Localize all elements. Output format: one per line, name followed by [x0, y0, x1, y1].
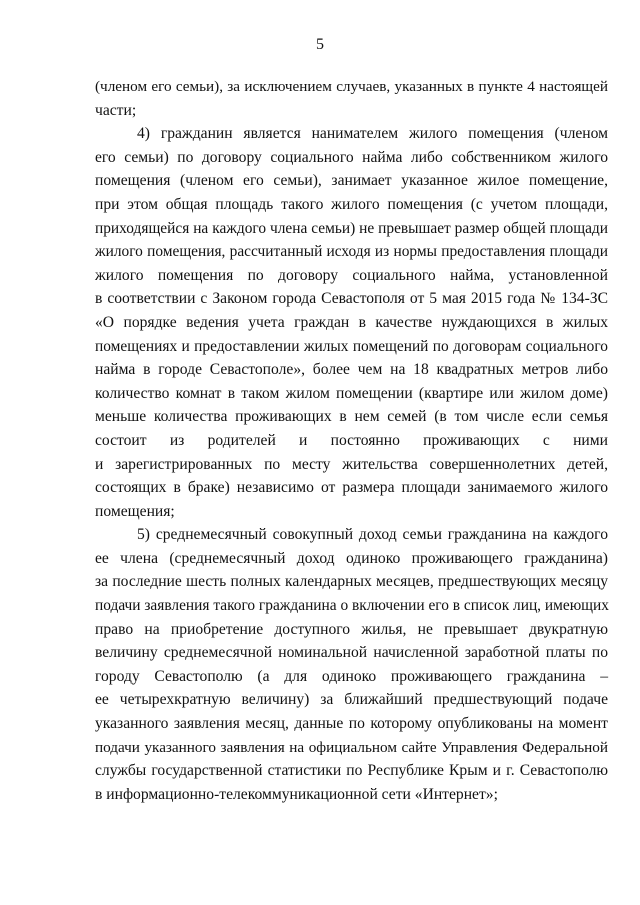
text-line: (членом его семьи), за исключением случаев, указанных в пункте 4 настоящей	[95, 78, 608, 95]
text-line: жилого помещения, рассчитанный исходя из нормы предоставления площади	[95, 243, 608, 261]
text-line: помещениях и предоставлении жилых помещений по договорам социального	[95, 337, 608, 355]
text-line: помещения (членом его семьи), занимает указанное жилое помещение,	[95, 172, 608, 190]
text-line: 5) среднемесячный совокупный доход семьи гражданина на каждого	[137, 526, 608, 544]
text-line: его семьи) по договору социального найма либо собственником жилого	[95, 148, 608, 166]
text-line: приходящейся на каждого члена семьи) не превышает размер общей площади	[95, 219, 608, 237]
text-line: 4) гражданин является нанимателем жилого помещения (членом	[137, 125, 608, 143]
text-line: состоящих в браке) независимо от размера площади занимаемого жилого	[95, 479, 608, 497]
text-line: указанного заявления месяц, данные по которому опубликованы на момент	[95, 715, 608, 733]
text-line: городу Севастополю (а для одиноко проживающего гражданина –	[95, 667, 608, 685]
text-line: ее четырехкратную величину) за ближайший предшествующий подаче	[95, 691, 608, 709]
text-line: величину среднемесячной номинальной начисленной заработной платы по	[95, 644, 608, 662]
text-line: в информационно-телекоммуникационной сети «Интернет»;	[95, 785, 498, 803]
text-line: ее члена (среднемесячный доход одиноко проживающего гражданина)	[95, 549, 608, 567]
text-line: количество комнат в таком жилом помещении (квартире или жилом доме)	[95, 384, 608, 402]
page-number: 5	[316, 36, 324, 53]
text-line: части;	[95, 101, 137, 119]
text-line: за последние шесть полных календарных месяцев, предшествующих месяцу	[95, 573, 608, 591]
text-line: состоит из родителей и постоянно проживающих с ними	[95, 431, 608, 449]
text-line: подачи указанного заявления на официальном сайте Управления Федеральной	[95, 738, 608, 756]
text-line: при этом общая площадь такого жилого помещения (с учетом площади,	[95, 195, 608, 213]
text-line: меньше количества проживающих в нем семей (в том числе если семья	[95, 408, 608, 426]
text-line: право на приобретение доступного жилья, не превышает двукратную	[95, 620, 608, 638]
text-line: службы государственной статистики по Республике Крым и г. Севастополю	[95, 762, 608, 780]
text-line: и зарегистрированных по месту жительства совершеннолетних детей,	[95, 455, 608, 473]
text-line: в соответствии с Законом города Севастополя от 5 мая 2015 года № 134-ЗС	[95, 290, 608, 308]
text-line: жилого помещения по договору социального найма, установленной	[95, 266, 608, 284]
text-line: «О порядке ведения учета граждан в качестве нуждающихся в жилых	[95, 313, 608, 331]
text-line: подачи заявления такого гражданина о включении его в список лиц, имеющих	[95, 597, 609, 615]
text-line: найма в городе Севастополе», более чем на 18 квадратных метров либо	[95, 361, 608, 379]
document-body	[95, 75, 608, 806]
text-line: помещения;	[95, 502, 175, 520]
